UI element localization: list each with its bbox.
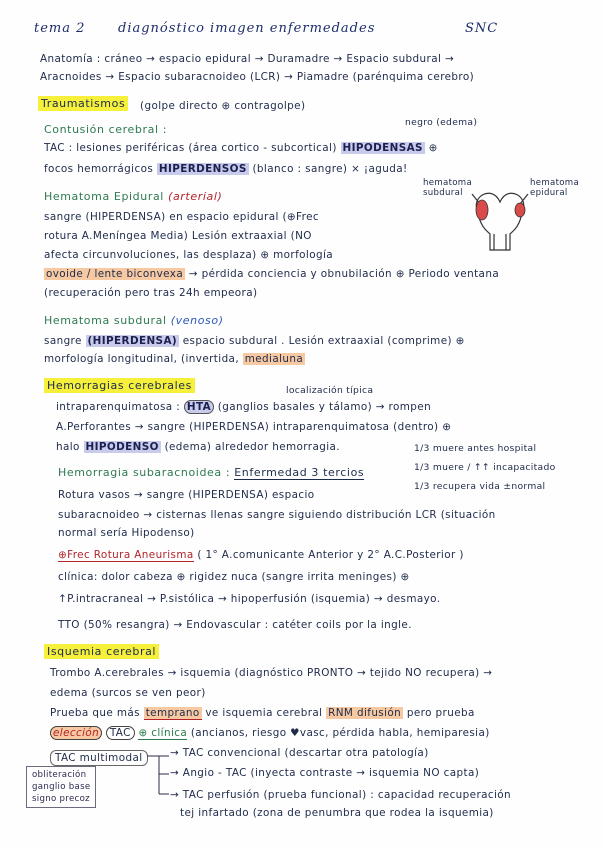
ischemia-text-3: pero prueba [406,707,475,719]
hemorrhage-hta: HTA [184,400,214,414]
ischemia-clinica: ⊕ clínica [138,727,188,739]
diagram-label-epidural: hematoma epidural [530,178,580,198]
ischemia-text-1: Prueba que más [50,707,140,719]
contusion-hiperdensos: HIPERDENSOS [158,163,247,175]
epidural-line-3: afecta circunvoluciones, las desplaza) ⊕ morfología [44,249,334,261]
multimodal-line-2: → Angio - TAC (inyecta contraste → isquemia NO capta) [170,767,480,779]
branch-arrows [145,752,175,802]
subdural-title [44,314,224,327]
early-sign-2: ganglio base [32,782,91,792]
anatomy-line-2: Aracnoides → Espacio subaracnoideo (LCR) → Piamadre (parénquima cerebro) [40,71,475,83]
multimodal-line-4: tej infartado (zona de penumbra que rodea la isquemia) [180,807,494,819]
ischemia-text-2: ve isquemia cerebral [205,707,323,719]
third-2: 1/3 muere / ↑↑ incapacitado [414,462,556,473]
hemorrhage-note: localización típica [286,385,374,396]
section-hemorrhage: Hemorragias cerebrales [44,378,195,393]
early-sign-box [26,766,96,808]
subdural-title-text: Hematoma subdural [44,314,167,327]
ischemia-rnm-difusion: RNM difusión [328,707,402,719]
topic-tag: SNC [465,21,499,36]
contusion-line-2 [44,162,408,176]
subdural-line-1 [44,334,465,348]
subdural-line-2 [44,352,305,366]
diagram-label-subdural: hematoma subdural [423,178,473,198]
multimodal-line-1: → TAC convencional (descartar otra patología) [170,747,429,759]
contusion-title: Contusión cerebral : [44,123,168,136]
contusion-text-1: TAC : lesiones periféricas (área cortico - subcortical) [44,142,337,154]
contusion-note: negro (edema) [405,117,478,128]
page-title: diagnóstico imagen enfermedades [118,21,376,36]
ischemia-temprano: temprano [145,707,200,719]
hemorrhage-text-2: (ganglios basales y tálamo) → rompen [217,401,432,413]
contusion-hipodensas: HIPODENSAS [342,142,423,154]
trauma-subtitle: (golpe directo ⊕ contragolpe) [140,100,306,112]
epidural-biconvexa: ovoide / lente biconvexa [46,268,184,280]
hemorrhage-text-3: halo [56,441,80,453]
subarachnoid-title-text: Hemorragia subaracnoidea : [58,466,231,479]
epidural-line-4 [44,267,499,281]
tac-multimodal: TAC multimodal [50,750,148,766]
aneurysm-locations: ( 1° A.comunicante Anterior y 2° A.C.Posterior ) [197,549,464,561]
epidural-text-4: → pérdida conciencia y obnubilación ⊕ Periodo ventana [188,268,500,280]
hemorrhage-text-4: (edema) alrededor hemorragia. [164,441,340,453]
subarachnoid-line-7: TTO (50% resangra) → Endovascular : catéter coils por la ingle. [58,619,412,631]
section-ischemia: Isquemia cerebral [44,644,159,659]
third-3: 1/3 recupera vida ±normal [414,481,546,492]
subdural-text-1: sangre [44,335,82,347]
subarachnoid-line-5: clínica: dolor cabeza ⊕ rigidez nuca (sangre irrita meninges) ⊕ [58,571,410,583]
third-1: 1/3 muere antes hospital [414,443,537,454]
subarachnoid-line-2: subaracnoideo → cisternas llenas sangre siguiendo distribución LCR (situación [58,509,496,521]
subarachnoid-line-6: ↑P.intracraneal → P.sistólica → hipoperfusión (isquemia) → desmayo. [58,593,441,605]
section-trauma: Traumatismos [38,96,128,111]
subdural-venoso: (venoso) [170,314,224,327]
epidural-arterial: (arterial) [168,190,223,203]
anatomy-line-1: Anatomía : cráneo → espacio epidural → Duramadre → Espacio subdural → [40,53,455,65]
ischemia-text-4: (ancianos, riesgo ♥vasc, pérdida habla, hemiparesia) [190,727,490,739]
contusion-plus: ⊕ [428,142,438,154]
hemorrhage-text-1: intraparenquimatosa : [56,401,181,413]
epidural-line-1: sangre (HIPERDENSA) en espacio epidural (⊕Frec [44,211,319,223]
aneurysm-rupture: ⊕Frec Rotura Aneurisma [58,549,194,561]
contusion-text-3: (blanco : sangre) × ¡aguda! [252,163,408,175]
epidural-line-2: rotura A.Meníngea Media) Lesión extraaxial (NO [44,230,312,242]
ischemia-line-3 [50,706,475,720]
subarachnoid-line-3: normal sería Hipodenso) [58,527,195,539]
early-sign-3: signo precoz [32,794,90,804]
ischemia-line-4 [50,726,490,740]
ischemia-eleccion: elección [50,726,102,740]
subdural-text-3: morfología longitudinal, (invertida, [44,353,240,365]
hemorrhage-line-1 [56,400,431,414]
subarachnoid-thirds-title: Enfermedad 3 tercios [234,466,365,479]
topic-label: tema 2 [34,21,86,36]
epidural-title-text: Hematoma Epidural [44,190,164,203]
ischemia-tac: TAC [106,726,135,740]
subarachnoid-line-4 [58,548,464,562]
subdural-text-2: espacio subdural . Lesión extraaxial (comprime) ⊕ [182,335,465,347]
multimodal-line-3: → TAC perfusión (prueba funcional) : capacidad recuperación [170,789,512,801]
epidural-line-5: (recuperación pero tras 24h empeora) [44,287,258,299]
hemorrhage-hipodenso: HIPODENSO [85,441,159,453]
subdural-hiperdensa: (HIPERDENSA) [87,335,178,347]
subarachnoid-line-1: Rotura vasos → sangre (HIPERDENSA) espacio [58,489,315,501]
contusion-text-2: focos hemorrágicos [44,163,154,175]
hemorrhage-line-3 [56,440,340,454]
early-sign-1: obliteración [32,770,87,780]
epidural-title [44,190,222,203]
hemorrhage-line-2: A.Perforantes → sangre (HIPERDENSA) intraparenquimatosa (dentro) ⊕ [56,421,452,433]
ischemia-line-2: edema (surcos se ven peor) [50,687,206,699]
subdural-medialuna: medialuna [244,353,304,365]
ischemia-line-1: Trombo A.cerebrales → isquemia (diagnóstico PRONTO → tejido NO recupera) → [50,667,493,679]
contusion-line-1 [44,141,438,155]
subarachnoid-title [58,466,364,479]
